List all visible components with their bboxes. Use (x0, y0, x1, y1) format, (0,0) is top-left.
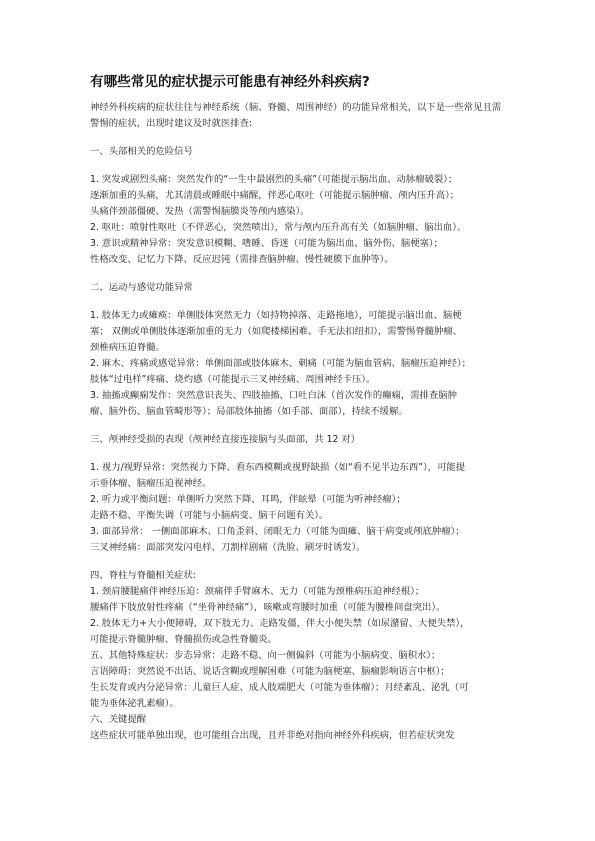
text-line: 腰痛伴下肢放射性疼痛（“坐骨神经痛”），咳嗽或弯腰时加重（可能为腰椎间盘突出）。 (90, 602, 446, 613)
text-line: 言语障碍：突然说不出话、说话含糊或理解困难（可能为脑梗塞、脑瘤影响语言中枢）； (90, 666, 450, 677)
text-line: 1. 突发或剧烈头痛：突然发作的“一生中最剧烈的头痛”（可能提示脑出血、动脉瘤破裂）； (90, 174, 458, 185)
text-line: 1. 视力/视野异常：突然视力下降、看东西模糊或视野缺损（如“看不见半边东西”），可能提 (90, 462, 466, 473)
text-line: 这些症状可能单独出现，也可能组合出现，且并非绝对指向神经外科疾病，但若症状突发 (90, 730, 455, 741)
text-line: 逐渐加重的头痛，尤其清晨或睡眠中痛醒，伴恶心呕吐（可能提示脑肿瘤、颅内压升高）； (90, 190, 460, 201)
text-line: 塞； 双侧或单侧肢体逐渐加重的无力（如爬楼梯困难、手无法扣纽扣），需警惕脊髓肿瘤、 (90, 326, 463, 337)
text-line: 头痛伴颈部僵硬、发热（需警惕脑膜炎等颅内感染）。 (90, 206, 310, 217)
section-body-motor (90, 308, 507, 420)
text-line: 颈椎病压迫脊髓。 (90, 342, 165, 353)
section-heading-motor: 二、运动与感觉功能异常 (90, 282, 193, 293)
text-line: 1. 肢体无力或瘫痪：单侧肢体突然无力（如持物掉落、走路拖地），可能提示脑出血、脑梗 (90, 310, 462, 321)
section-body-spine (90, 584, 507, 744)
text-line: 五、其他特殊症状：步态异常：走路不稳、向一侧偏斜（可能为小脑病变、脑积水）； (90, 650, 441, 661)
text-line: 走路不稳、平衡失调（可能与小脑病变、脑干问题有关）。 (90, 510, 329, 521)
section-heading-head: 一、头部相关的危险信号 (90, 146, 193, 157)
intro-paragraph: 神经外科疾病的症状往往与神经系统（脑、脊髓、周围神经）的功能异常相关，以下是一些常见且需警惕的症状，出现时建议及时就医排查: (90, 102, 502, 129)
text-line: 3. 意识或精神异常：突发意识模糊、嗜睡、昏迷（可能为脑出血、脑外伤、脑梗塞）； (90, 238, 443, 249)
text-line: 2. 肢体无力+大小便障碍，双下肢无力、走路发僵，伴大小便失禁（如尿潴留、大便失禁）， (90, 618, 470, 629)
section-heading-cranial: 三、颅神经受损的表现（颅神经直接连接脑与头面部，共 12 对） (90, 434, 361, 445)
text-line: 瘤、脑外伤、脑血管畸形等）；局部肢体抽搐（如手部、面部），持续不缓解。 (90, 406, 408, 417)
text-line: 2. 麻木、疼痛或感觉异常：单侧面部或肢体麻木、刺痛（可能为脑血管病、脑瘤压迫神经）； (90, 358, 471, 369)
text-line: 2. 呕吐：喷射性呕吐（不伴恶心，突然喷出），常与颅内压升高有关（如脑肿瘤、脑出血）。 (90, 222, 467, 233)
text-line: 三叉神经痛：面部突发闪电样、刀割样剧痛（洗脸、刷牙时诱发）。 (90, 542, 366, 553)
text-line: 肢体“过电样”疼痛、烧灼感（可能提示三叉神经痛、周围神经卡压）。 (90, 374, 376, 385)
section-body-head (90, 172, 507, 268)
page-title: 有哪些常见的症状提示可能患有神经外科疾病? (90, 74, 370, 90)
text-line: 3. 面部异常： 一侧面部麻木、口角歪斜、闭眼无力（可能为面瘫、脑干病变或颅底肿瘤）； (90, 526, 465, 537)
text-line: 生长发育或内分泌异常：儿童巨人症、成人肢端肥大（可能为垂体瘤）；月经紊乱、泌乳（可 (90, 682, 469, 693)
text-line: 能为垂体泌乳素瘤）。 (90, 698, 179, 709)
text-line: 2. 听力或平衡问题：单侧听力突然下降、耳鸣，伴眩晕（可能为听神经瘤）； (90, 494, 406, 505)
text-line: 1. 颈肩腰腿痛伴神经压迫：颈痛伴手臂麻木、无力（可能为颈椎病压迫神经根）； (90, 586, 425, 597)
text-line: 示垂体瘤、脑瘤压迫视神经。 (90, 478, 212, 489)
text-line: 性格改变、记忆力下降、反应迟钝（需排查脑肿瘤、慢性硬膜下血肿等）。 (90, 254, 394, 265)
text-line: 六、关键提醒 (90, 714, 147, 725)
section-heading-spine: 四、脊柱与脊髓相关症状: (90, 570, 196, 581)
section-body-cranial (90, 460, 507, 556)
text-line: 可能提示脊髓肿瘤、脊髓损伤或急性脊髓炎。 (90, 634, 277, 645)
text-line: 3. 抽搐或癫痫发作：突然意识丧失、四肢抽搐、口吐白沫（首次发作的癫痫，需排查脑肿 (90, 390, 457, 401)
